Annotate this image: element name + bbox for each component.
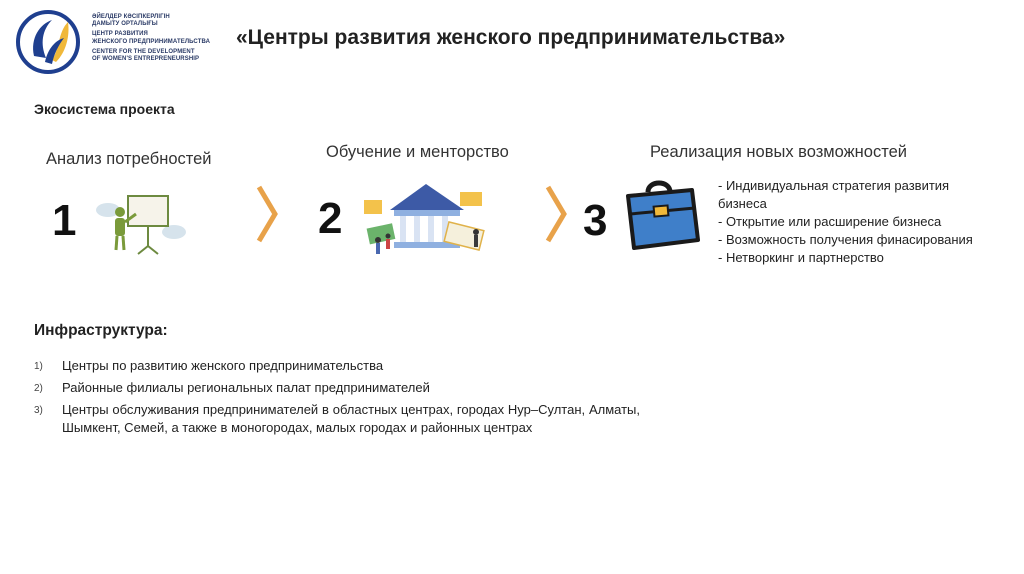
list-item: - Индивидуальная стратегия развития бизнеса (718, 178, 950, 211)
list-number: 2) (34, 383, 43, 394)
infrastructure-list (34, 357, 640, 441)
presentation-icon (94, 190, 188, 261)
list-item: - Возможность получения финасирования (718, 232, 973, 247)
logo-line: ЦЕНТР РАЗВИТИЯ (92, 31, 148, 38)
list-number: 3) (34, 405, 43, 416)
list-item (34, 357, 640, 375)
list-text: Центры обслуживания предпринимателей в областных центрах, городах Нур–Султан, Алматы, Шымкент, Семей, а также в моногородах, малых городах и районных центрах (62, 402, 640, 435)
logo-text (92, 14, 210, 63)
chevron-right-icon (253, 183, 279, 250)
bank-building-icon (360, 170, 494, 261)
opportunities-list (718, 177, 998, 267)
step-3-number: 3 (583, 196, 608, 245)
logo-line: OF WOMEN'S ENTREPRENEURSHIP (92, 56, 200, 63)
logo-line: CENTER FOR THE DEVELOPMENT (92, 48, 195, 55)
list-item: - Открытие или расширение бизнеса (718, 214, 942, 229)
logo-line: ДАМЫТУ ОРТАЛЫҒЫ (92, 21, 158, 28)
logo-line: ЖЕНСКОГО ПРЕДПРИНИМАТЕЛЬСТВА (92, 38, 211, 45)
infrastructure-heading: Инфраструктура: (34, 322, 168, 339)
list-text: Центры по развитию женского предпринимательства (62, 358, 384, 373)
page-title: «Центры развития женского предпринимательства» (236, 26, 786, 49)
logo-emblem-icon (12, 8, 84, 76)
chevron-right-icon (542, 183, 568, 250)
ecosystem-heading: Экосистема проекта (34, 101, 175, 117)
step-2-number: 2 (318, 194, 343, 243)
step-2-label: Обучение и менторство (326, 143, 509, 161)
step-1-label: Анализ потребностей (46, 150, 212, 168)
step-1-number: 1 (52, 196, 77, 245)
list-text: Районные филиалы региональных палат предпринимателей (62, 380, 430, 395)
list-item: - Нетворкинг и партнерство (718, 250, 884, 265)
briefcase-icon (618, 174, 702, 259)
list-number: 1) (34, 361, 43, 372)
list-item (34, 401, 640, 437)
org-logo (12, 8, 84, 76)
list-item (34, 379, 640, 397)
step-3-label: Реализация новых возможностей (650, 143, 907, 161)
logo-line: ӘЙЕЛДЕР КӘСІПКЕРЛІГІН (92, 14, 170, 20)
